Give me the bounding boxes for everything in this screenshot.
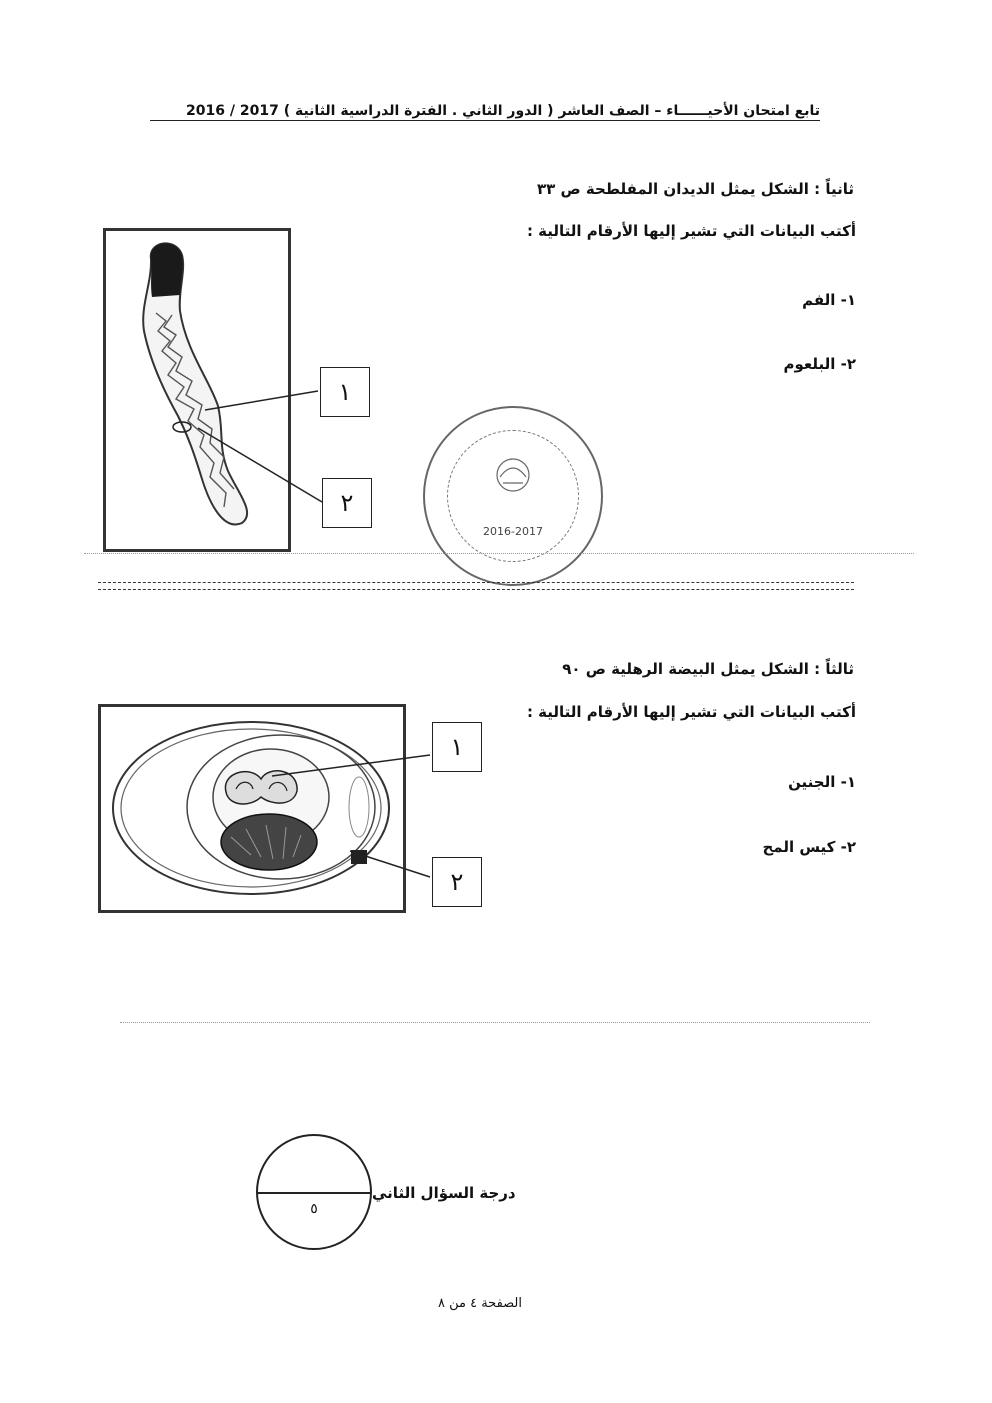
dotted-line (120, 1022, 870, 1023)
page-number: الصفحة ٤ من ٨ (437, 1296, 522, 1311)
grade-divider (258, 1192, 370, 1194)
q3-answer-2: ٢- كيس المح (762, 838, 856, 856)
q2-instruction: أكتب البيانات التي تشير إليها الأرقام التالية : (526, 222, 856, 240)
exam-header: تابع امتحان الأحيــــــاء – الصف العاشر ( الدور الثاني . الفترة الدراسية الثانية ) 2017 / 2016 (150, 103, 820, 121)
q3-label-1: ١ (432, 722, 482, 772)
stamp-date: 2016-2017 (483, 524, 543, 538)
q2-label-1: ١ (320, 367, 370, 417)
q2-answer-1: ١- الفم (802, 291, 856, 309)
grade-circle (256, 1134, 372, 1250)
q2-title: ثانياً : الشكل يمثل الديدان المفلطحة ص ٣٣ (537, 180, 854, 198)
q2-label-2: ٢ (322, 478, 372, 528)
q3-title: ثالثاً : الشكل يمثل البيضة الرهلية ص ٩٠ (562, 660, 854, 678)
q2-answer-2: ٢- البلعوم (783, 355, 856, 373)
q3-label-2: ٢ (432, 857, 482, 907)
dotted-line (84, 553, 914, 554)
grade-label: درجة السؤال الثاني (372, 1184, 516, 1202)
grade-value: ٥ (310, 1200, 318, 1217)
q3-answer-1: ١- الجنين (788, 773, 856, 791)
q3-instruction: أكتب البيانات التي تشير إليها الأرقام التالية : (526, 703, 856, 721)
